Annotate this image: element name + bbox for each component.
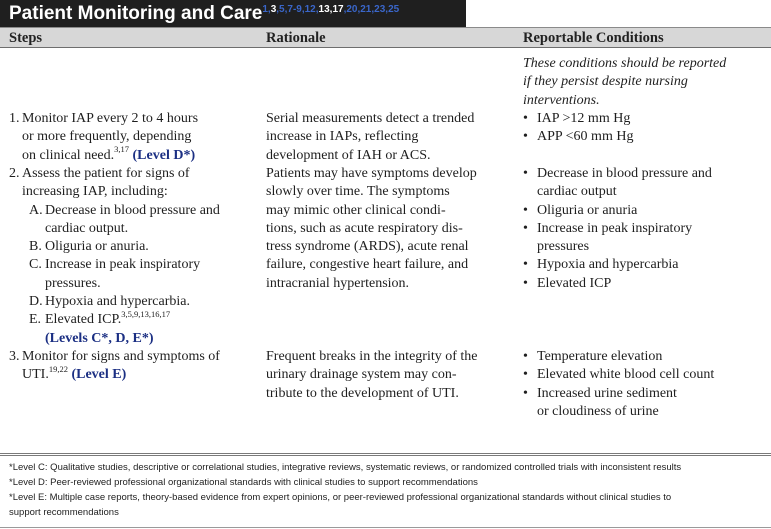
- table-row-1-step: [9, 110, 259, 165]
- step-text-line: Monitor for signs and symptoms of: [22, 349, 220, 364]
- section-title-bar: [0, 0, 466, 27]
- rationale-line: tress syndrome (ARDS), acute renal: [266, 239, 469, 255]
- bottom-rule: [0, 527, 771, 528]
- table-row-1-reportable: [523, 110, 768, 147]
- evidence-level: (Levels C*, D, E*): [45, 330, 154, 346]
- citation: 3,17: [114, 143, 130, 154]
- title-ref: 5: [279, 4, 285, 15]
- sub-item-letter: D.: [29, 294, 43, 310]
- step-item: [9, 348, 259, 385]
- sub-item-letter: A.: [29, 202, 43, 218]
- step-text-line: increasing IAP, including:: [22, 184, 168, 200]
- step-text-line: or more frequently, depending: [22, 129, 192, 145]
- table-row-3-rationale: [266, 348, 516, 403]
- title-ref: 23: [374, 4, 386, 15]
- rationale-line: tions, such as acute respiratory dis-: [266, 220, 463, 236]
- rationale-line: slowly over time. The symptoms: [266, 184, 450, 200]
- sub-item: A. Decrease in blood pressure and cardiac output.: [29, 202, 220, 236]
- table-row-3-step: [9, 348, 259, 385]
- title-ref: ,: [301, 4, 305, 15]
- footnote-line: support recommendations: [9, 507, 119, 518]
- title-ref: 25: [388, 4, 400, 15]
- reportable-item: • Increased urine sediment or cloudiness of urine: [523, 385, 768, 422]
- step-number: 3.: [9, 349, 20, 364]
- title-ref: 17: [332, 4, 344, 15]
- title-ref: 7-9: [287, 4, 302, 15]
- reportable-item: • APP <60 mm Hg: [523, 128, 768, 146]
- sub-item-letter: B.: [29, 239, 42, 255]
- step-text-line: Assess the patient for signs of: [22, 166, 190, 181]
- column-header-steps: Steps: [9, 30, 43, 46]
- column-header-reportable: Reportable Conditions: [523, 30, 664, 46]
- title-ref: ,: [284, 4, 288, 15]
- footnotes: [9, 460, 761, 520]
- rationale-line: Serial measurements detect a trended: [266, 111, 475, 126]
- reportable-item: • Elevated ICP: [523, 275, 768, 293]
- title-ref: 3: [270, 4, 277, 15]
- sub-item: E. Elevated ICP.$^{3,5,9,13,16,17}$ (Levels C*, D, E*): [9, 311, 259, 348]
- sub-item: D. Hypoxia and hypercarbia.: [9, 293, 259, 311]
- table-row-3-reportable: [523, 348, 768, 421]
- reportable-item: • Hypoxia and hypercarbia: [523, 256, 768, 274]
- rationale-line: intracranial hypertension.: [266, 275, 410, 291]
- reportable-item: • Temperature elevation: [523, 348, 768, 366]
- table-header-row: [0, 27, 771, 48]
- table-row-2-reportable: [523, 165, 768, 293]
- rationale-line: may mimic other clinical condi-: [266, 202, 446, 218]
- reportable-item: • Oliguria or anuria: [523, 202, 768, 220]
- citation: 19,22: [48, 363, 68, 374]
- footnote-line: *Level D: Peer-reviewed professional organizational standards with clinical studies to support recommendations: [9, 477, 478, 488]
- reportable-note: [523, 55, 768, 110]
- step-text-line: UTI.: [22, 367, 49, 383]
- footnote-divider: [0, 453, 771, 454]
- title-ref: 12: [304, 4, 316, 15]
- title-ref: 1: [262, 4, 268, 15]
- title-ref: ,: [329, 4, 333, 15]
- footnote-line: *Level C: Qualitative studies, descriptive or correlational studies, integrative reviews, systematic reviews, or randomized controlled trials with inconsistent results: [9, 462, 682, 473]
- reportable-item: • Decrease in blood pressure and cardiac output: [523, 165, 768, 202]
- title-ref: ,: [276, 4, 280, 15]
- footnote-line: *Level E: Multiple case reports, theory-based evidence from expert opinions, or peer-reviewed professional organizational standards without clinical studies to: [9, 492, 672, 503]
- rationale-line: tribute to the development of UTI.: [266, 385, 459, 401]
- table-row-1-rationale: [266, 110, 516, 165]
- footnote-divider: [0, 455, 771, 456]
- sub-item: B. Oliguria or anuria.: [9, 238, 259, 256]
- title-ref: ,: [371, 4, 375, 15]
- rationale-line: failure, congestive heart failure, and: [266, 257, 469, 273]
- reportable-item: • IAP >12 mm Hg: [523, 110, 768, 128]
- table-row-2-rationale: [266, 165, 516, 293]
- step-item: [9, 165, 259, 202]
- column-header-rationale: Rationale: [266, 30, 326, 46]
- evidence-level: (Level E): [71, 367, 127, 383]
- rationale-line: development of IAH or ACS.: [266, 147, 431, 163]
- title-ref: ,: [357, 4, 361, 15]
- title-ref: ,: [385, 4, 389, 15]
- citation: 3,5,9,13,16,17: [121, 308, 171, 319]
- step-item: [9, 110, 259, 165]
- rationale-line: increase in IAPs, reflecting: [266, 129, 419, 145]
- reportable-note-line: if they persist despite nursing: [523, 74, 688, 90]
- evidence-level: (Level D*): [132, 147, 196, 163]
- rationale-line: urinary drainage system may con-: [266, 367, 457, 383]
- reportable-note-line: interventions.: [523, 92, 600, 108]
- section-title: Patient Monitoring and Care: [9, 3, 263, 24]
- rationale-line: Patients may have symptoms develop: [266, 166, 477, 181]
- reportable-item: • Increase in peak inspiratory pressures: [523, 220, 768, 257]
- sub-item-letter: C.: [29, 257, 42, 273]
- title-ref: ,: [343, 4, 347, 15]
- step-number: 2.: [9, 166, 20, 181]
- title-ref: 21: [360, 4, 372, 15]
- step-text-line: Monitor IAP every 2 to 4 hours: [22, 111, 199, 126]
- title-ref: ,: [315, 4, 319, 15]
- reportable-note-line: These conditions should be reported: [523, 56, 727, 71]
- sub-item-letter: E.: [29, 312, 42, 328]
- rationale-line: Frequent breaks in the integrity of the: [266, 349, 478, 364]
- title-ref: 20: [346, 4, 358, 15]
- step-number: 1.: [9, 111, 20, 126]
- title-ref: ,: [267, 4, 271, 15]
- step-text-line: on clinical need.: [22, 147, 115, 163]
- table-row-2-step: [9, 165, 259, 348]
- sub-item: C. Increase in peak inspiratory pressures.: [29, 257, 201, 291]
- reportable-item: • Elevated white blood cell count: [523, 366, 768, 384]
- title-references: [262, 4, 399, 15]
- title-ref: 13: [318, 4, 330, 15]
